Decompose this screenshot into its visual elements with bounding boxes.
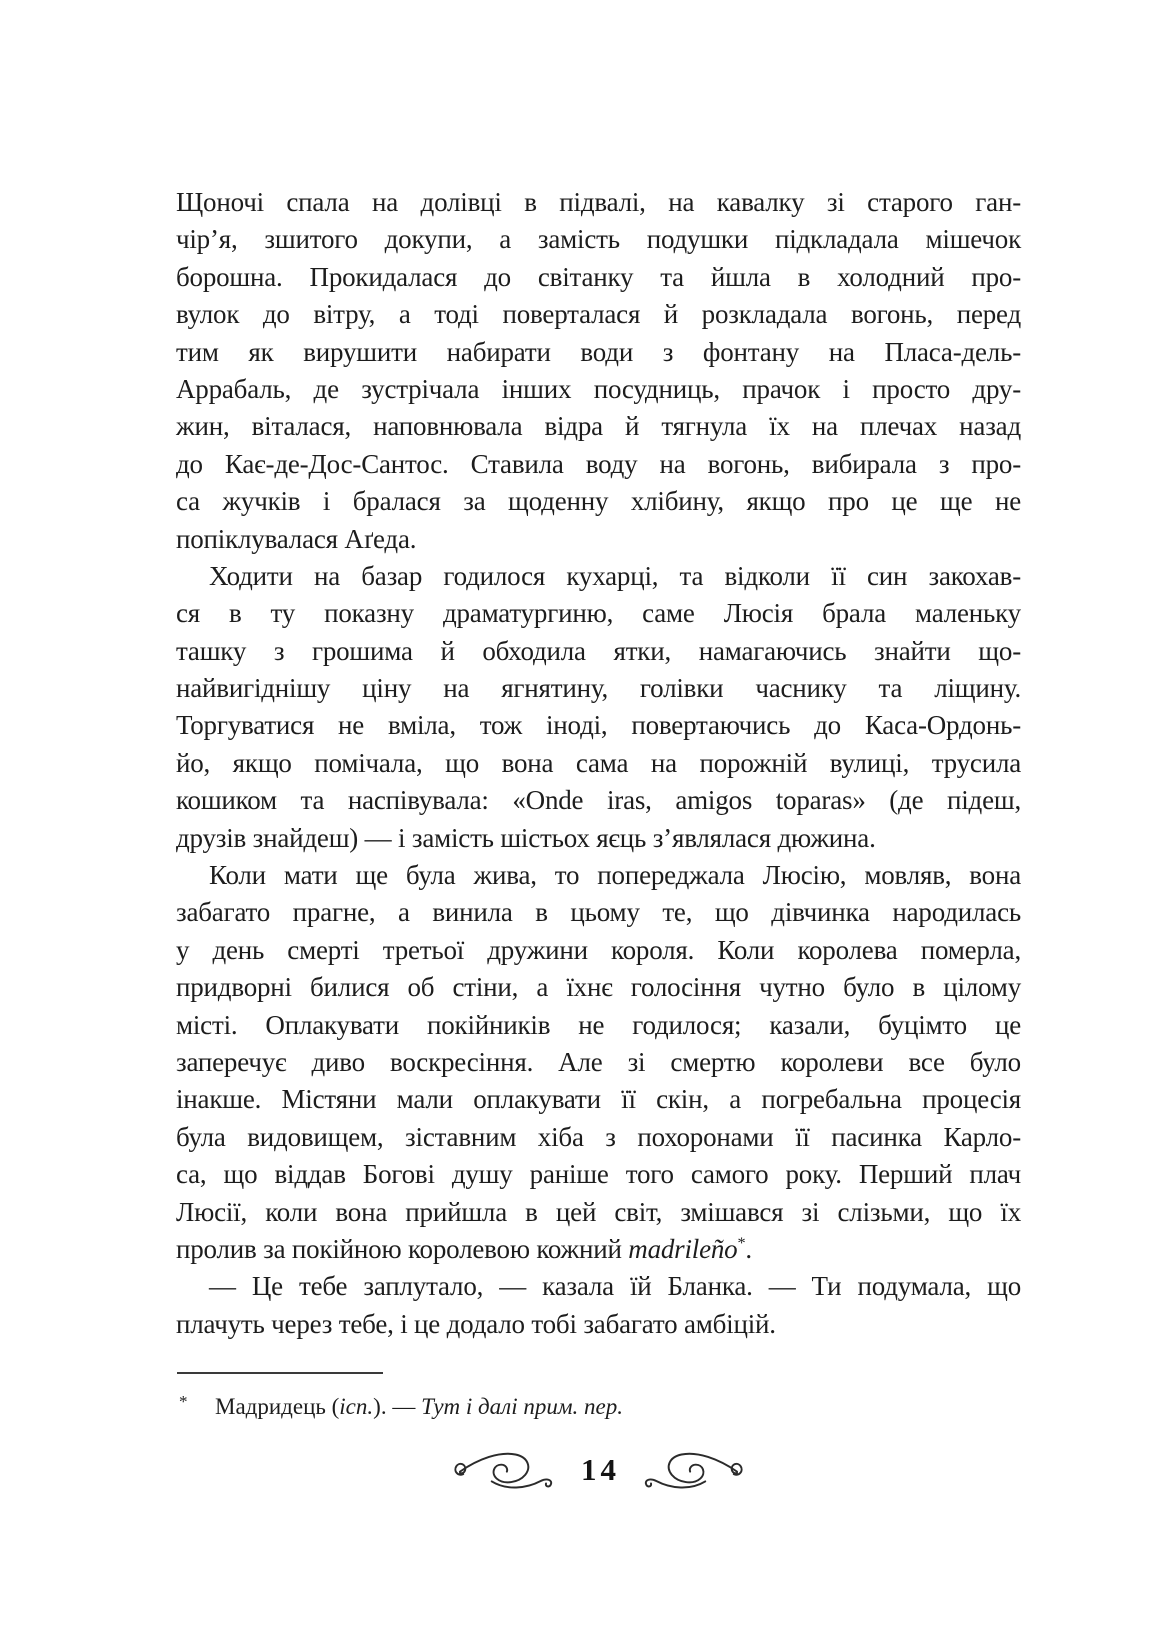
text-line: — Це тебе заплутало, — казала їй Бланка. — Ти подумала, що bbox=[209, 1271, 1021, 1302]
text-line: друзів знайдеш) — і замість шістьох яєць з’являлася дюжина. bbox=[176, 822, 876, 853]
text-line: борошна. Прокидалася до світанку та йшла в холодний про- bbox=[176, 261, 1021, 292]
page-number: 14 bbox=[581, 1452, 620, 1487]
text-line: са жучків і бралася за щоденну хлібину, якщо про це ще не bbox=[176, 486, 1021, 517]
body-text bbox=[176, 184, 1021, 1343]
text-line: у день смерті третьої дружини короля. Коли королева померла, bbox=[176, 934, 1021, 965]
footnote-separator bbox=[177, 1372, 383, 1374]
text-line: ся в ту показну драматургиню, саме Люсія брала маленьку bbox=[176, 598, 1021, 629]
text-line: до Кає-де-Дос-Сантос. Ставила воду на вогонь, вибирала з про- bbox=[176, 448, 1021, 479]
text-line: забагато прагне, а винила в цьому те, що дівчинка народилась bbox=[176, 897, 1021, 928]
paragraph-2 bbox=[176, 558, 1021, 857]
paragraph-3 bbox=[176, 857, 1021, 1268]
paragraph-1 bbox=[176, 184, 1021, 558]
text-segment: ). — bbox=[373, 1394, 422, 1419]
text-line: інакше. Містяни мали оплакувати її скін, а погребальна процесія bbox=[176, 1084, 1021, 1115]
italic-foreign-word: madrileño bbox=[628, 1233, 738, 1264]
text-line: найвигіднішу ціну на ягнятину, голівки часнику та ліщину. bbox=[176, 673, 1021, 704]
text-line: Люсії, коли вона прийшла в цей світ, змішався зі слізьми, що їх bbox=[176, 1196, 1021, 1227]
footnote-ref-asterisk: * bbox=[737, 1233, 746, 1252]
page-footer bbox=[176, 1444, 1021, 1496]
text-line: кошиком та наспівувала: «Onde iras, amigos toparas» (де підеш, bbox=[176, 785, 1021, 816]
italic-text: Тут і далі прим. пер. bbox=[421, 1394, 623, 1419]
text-line: Щоночі спала на долівці в підвалі, на кавалку зі старого ган- bbox=[176, 187, 1021, 217]
text-line: чір’я, зшитого докупи, а замість подушки підкладала мішечок bbox=[176, 224, 1021, 255]
text-line: плачуть через тебе, і це додало тобі забагато амбіцій. bbox=[176, 1308, 776, 1339]
text-line: са, що віддав Богові душу раніше того самого року. Перший плач bbox=[176, 1159, 1021, 1190]
text-segment: . bbox=[745, 1233, 752, 1264]
text-line: попіклувалася Аґеда. bbox=[176, 523, 417, 554]
text-line: вулок до вітру, а тоді поверталася й розкладала вогонь, перед bbox=[176, 299, 1021, 330]
text-line: ташку з грошима й обходила ятки, намагаючись знайти що- bbox=[176, 635, 1021, 666]
text-line: Ходити на базар годилося кухарці, та відколи її син закохав- bbox=[209, 560, 1021, 591]
swirl-flourish-left-icon bbox=[451, 1445, 557, 1495]
text-line: Аррабаль, де зустрічала інших посудниць, прачок і просто дру- bbox=[176, 373, 1021, 404]
italic-text: ісп. bbox=[339, 1394, 374, 1419]
footnote-marker: * bbox=[179, 1392, 188, 1411]
footnote bbox=[176, 1392, 1021, 1422]
text-line: місті. Оплакувати покійників не годилося; казали, буцімто це bbox=[176, 1009, 1021, 1040]
text-line: йо, якщо помічала, що вона сама на порожній вулиці, трусила bbox=[176, 747, 1021, 778]
text-line bbox=[176, 1231, 1021, 1268]
text-line: тим як вирушити набирати води з фонтану на Пласа-дель- bbox=[176, 336, 1021, 367]
text-line: Коли мати ще була жива, то попереджала Люсію, мовляв, вона bbox=[209, 860, 1021, 891]
text-line: жин, віталася, наповнювала відра й тягнула їх на плечах назад bbox=[176, 411, 1021, 442]
text-segment: пролив за покійною королевою кожний bbox=[176, 1233, 629, 1264]
text-line: заперечує диво воскресіння. Але зі смертю королеви все було bbox=[176, 1046, 1021, 1077]
text-line: придворні билися об стіни, а їхнє голосіння чутно було в цілому bbox=[176, 972, 1021, 1003]
swirl-flourish-right-icon bbox=[640, 1445, 746, 1495]
footnote-text bbox=[215, 1392, 1021, 1422]
text-line: Торгуватися не вміла, тож іноді, повертаючись до Каса-Ордонь- bbox=[176, 710, 1021, 741]
text-segment: Мадридець ( bbox=[215, 1394, 340, 1419]
paragraph-4 bbox=[176, 1268, 1021, 1343]
text-line: була видовищем, зіставним хіба з похоронами її пасинка Карло- bbox=[176, 1121, 1021, 1152]
